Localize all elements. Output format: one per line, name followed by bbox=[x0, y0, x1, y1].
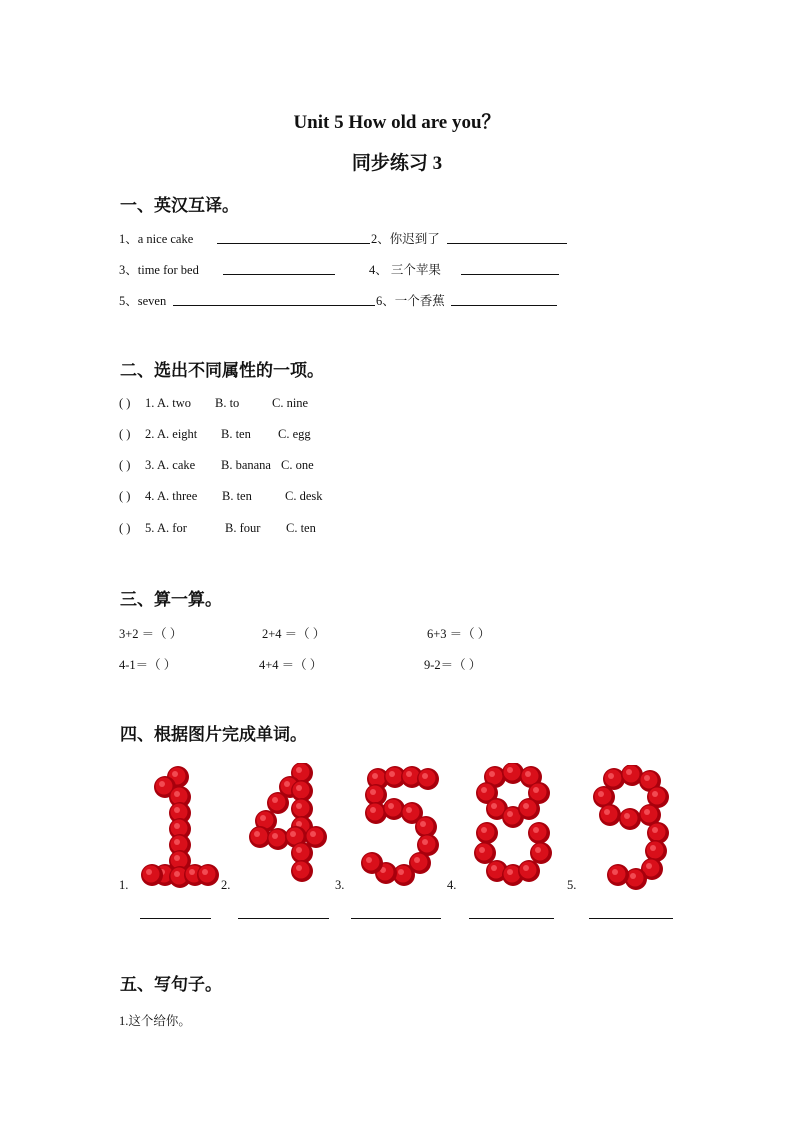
flower-digit-five-icon bbox=[350, 765, 450, 890]
choice-c: C. one bbox=[281, 458, 314, 472]
sentence-item-1: 1.这个给你。 bbox=[119, 1014, 191, 1028]
section-heading-1: 一、英汉互译。 bbox=[120, 196, 239, 215]
question-1-1: 1、a nice cake bbox=[119, 232, 194, 246]
answer-blank-1-5[interactable] bbox=[173, 293, 375, 306]
flower-blossom bbox=[530, 842, 552, 864]
choice-c: C. nine bbox=[272, 396, 309, 410]
section-heading-2: 二、选出不同属性的一项。 bbox=[120, 361, 324, 380]
flower-blossom bbox=[197, 864, 219, 886]
answer-paren[interactable]: ( ) bbox=[119, 427, 131, 441]
flower-digit-nine-icon bbox=[580, 765, 680, 890]
choice-a: A. for bbox=[157, 521, 187, 535]
flower-blossom bbox=[267, 792, 289, 814]
answer-paren[interactable]: ( ) bbox=[119, 521, 131, 535]
math-item-2[interactable]: 2+4 ＝（ ） bbox=[262, 627, 326, 641]
question-1-4: 4、 三个苹果 bbox=[369, 263, 441, 277]
flower-blossom bbox=[474, 842, 496, 864]
choice-number: 1. bbox=[145, 396, 155, 410]
math-item-1[interactable]: 3+2 ＝（ ） bbox=[119, 627, 183, 641]
word-answer-line-4[interactable] bbox=[469, 917, 554, 919]
answer-paren[interactable]: ( ) bbox=[119, 458, 131, 472]
answer-blank-1-3[interactable] bbox=[223, 262, 335, 275]
answer-blank-1-6[interactable] bbox=[451, 293, 557, 306]
math-item-4[interactable]: 4-1＝（ ） bbox=[119, 658, 177, 672]
choice-c: C. egg bbox=[278, 427, 311, 441]
answer-paren[interactable]: ( ) bbox=[119, 489, 131, 503]
section-heading-3: 三、算一算。 bbox=[120, 590, 222, 609]
page-subtitle: 同步练习 3 bbox=[351, 153, 443, 174]
flower-blossom bbox=[607, 864, 629, 886]
choice-a: A. cake bbox=[157, 458, 196, 472]
page-title: Unit 5 How old are you？ bbox=[293, 112, 501, 133]
answer-blank-1-4[interactable] bbox=[461, 262, 559, 275]
question-1-6: 6、一个香蕉 bbox=[376, 294, 445, 308]
flower-blossom bbox=[619, 808, 641, 830]
answer-paren[interactable]: ( ) bbox=[119, 396, 131, 410]
picture-label-2: 2. bbox=[221, 878, 231, 892]
picture-label-4: 4. bbox=[447, 878, 457, 892]
flower-digit-one-icon bbox=[130, 765, 230, 890]
flower-blossom bbox=[141, 864, 163, 886]
word-answer-line-5[interactable] bbox=[589, 917, 673, 919]
flower-blossom bbox=[518, 798, 540, 820]
choice-b: B. to bbox=[215, 396, 240, 410]
flower-digit-eight-icon bbox=[463, 763, 563, 888]
choice-b: B. banana bbox=[221, 458, 271, 472]
math-item-3[interactable]: 6+3 ＝（ ） bbox=[427, 627, 491, 641]
flower-digit-four-icon bbox=[240, 763, 340, 888]
section-heading-5: 五、写句子。 bbox=[120, 975, 222, 994]
flower-blossom bbox=[518, 860, 540, 882]
picture-label-1: 1. bbox=[119, 878, 129, 892]
question-1-3: 3、time for bed bbox=[119, 263, 199, 277]
section-heading-4: 四、根据图片完成单词。 bbox=[120, 725, 307, 744]
flower-blossom bbox=[476, 822, 498, 844]
flower-blossom bbox=[599, 804, 621, 826]
word-answer-line-3[interactable] bbox=[351, 917, 441, 919]
choice-a: A. three bbox=[157, 489, 198, 503]
choice-b: B. four bbox=[225, 521, 261, 535]
choice-b: B. ten bbox=[221, 427, 251, 441]
choice-a: A. two bbox=[157, 396, 192, 410]
flower-blossom bbox=[291, 860, 313, 882]
choice-number: 5. bbox=[145, 521, 155, 535]
choice-c: C. desk bbox=[285, 489, 323, 503]
answer-blank-1-2[interactable] bbox=[447, 231, 567, 244]
picture-label-5: 5. bbox=[567, 878, 577, 892]
choice-b: B. ten bbox=[222, 489, 252, 503]
answer-blank-1-1[interactable] bbox=[217, 231, 370, 244]
question-1-5: 5、seven bbox=[119, 294, 167, 308]
picture-label-3: 3. bbox=[335, 878, 345, 892]
flower-blossom bbox=[361, 852, 383, 874]
choice-a: A. eight bbox=[157, 427, 198, 441]
math-item-5[interactable]: 4+4 ＝（ ） bbox=[259, 658, 323, 672]
math-item-6[interactable]: 9-2＝（ ） bbox=[424, 658, 482, 672]
choice-number: 2. bbox=[145, 427, 155, 441]
choice-c: C. ten bbox=[286, 521, 316, 535]
flower-blossom bbox=[417, 768, 439, 790]
word-answer-line-1[interactable] bbox=[140, 917, 211, 919]
flower-blossom bbox=[528, 822, 550, 844]
word-answer-line-2[interactable] bbox=[238, 917, 329, 919]
question-1-2: 2、你迟到了 bbox=[371, 232, 440, 246]
choice-number: 3. bbox=[145, 458, 155, 472]
choice-number: 4. bbox=[145, 489, 155, 503]
